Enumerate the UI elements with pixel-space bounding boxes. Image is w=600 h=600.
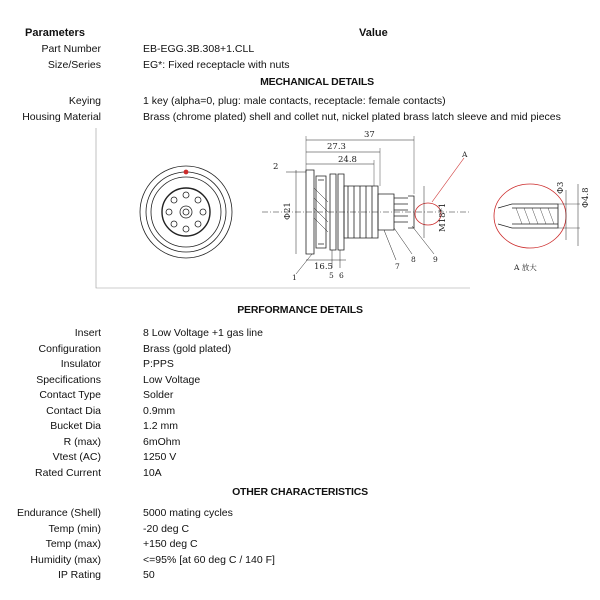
table-row — [0, 357, 600, 372]
table-row — [0, 450, 600, 465]
technical-drawing — [0, 128, 600, 298]
front-view-drawing — [140, 166, 232, 258]
row-label: Configuration — [38, 342, 101, 355]
row-value: 1250 V — [143, 451, 177, 463]
detail-a-caption: A 放大 — [514, 263, 537, 272]
table-row — [0, 537, 600, 552]
row-value: -20 deg C — [143, 522, 190, 535]
table-row — [0, 466, 600, 481]
callout-6: 6 — [339, 271, 344, 280]
row-value: EG*: Fixed receptacle with nuts — [143, 59, 290, 71]
dim-phi4-8: Φ4.8 — [581, 187, 591, 208]
table-row — [0, 58, 600, 73]
row-value: 0.9mm — [143, 404, 176, 417]
row-value: 50 — [143, 569, 155, 581]
row-label: R (max) — [63, 435, 101, 448]
table-row — [0, 342, 600, 357]
section-title-performance: PERFORMANCE DETAILS — [237, 304, 363, 316]
dim-27-3: 27.3 — [327, 142, 346, 152]
row-label: Keying — [68, 95, 101, 107]
row-label: Size/Series — [47, 59, 101, 71]
callout-8: 8 — [411, 255, 416, 264]
table-row — [0, 110, 600, 125]
row-value: 5000 mating cycles — [143, 507, 233, 519]
row-label: Humidity (max) — [30, 553, 101, 566]
dim-phi21: Φ21 — [283, 202, 293, 220]
row-value: Low Voltage — [143, 373, 201, 386]
row-label: Rated Current — [35, 466, 101, 479]
dim-m18: M18*1 — [438, 202, 448, 232]
dim-16-5: 16.5 — [314, 262, 333, 272]
table-row — [0, 326, 600, 341]
row-value: P:PPS — [143, 358, 174, 370]
row-value: 10A — [143, 466, 162, 479]
row-value: <=95% [at 60 deg C / 140 F] — [143, 553, 275, 566]
table-row — [0, 522, 600, 537]
row-label: Insulator — [60, 358, 101, 370]
dim-37: 37 — [364, 130, 375, 140]
row-label: Temp (max) — [45, 538, 101, 550]
callout-9: 9 — [433, 255, 438, 264]
callout-1: 1 — [292, 273, 297, 282]
table-row — [0, 373, 600, 388]
table-row — [0, 553, 600, 568]
row-value: Brass (gold plated) — [143, 342, 232, 355]
callout-5: 5 — [329, 271, 334, 280]
table-row — [0, 388, 600, 403]
dim-phi3: Φ3 — [556, 181, 566, 194]
row-label: Temp (min) — [48, 522, 101, 535]
section-title-mechanical: MECHANICAL DETAILS — [260, 76, 374, 88]
row-value: 6mOhm — [143, 435, 181, 448]
row-value: Solder — [143, 389, 174, 401]
row-label: Vtest (AC) — [52, 451, 101, 463]
row-value: 1 key (alpha=0, plug: male contacts, receptacle: female contacts) — [143, 95, 446, 107]
table-row — [0, 506, 600, 521]
dim-2: 2 — [273, 162, 279, 172]
row-value: 8 Low Voltage +1 gas line — [143, 327, 263, 339]
row-label: Bucket Dia — [50, 420, 101, 432]
section-title-other: OTHER CHARACTERISTICS — [232, 486, 368, 498]
table-row — [0, 568, 600, 583]
table-row — [0, 435, 600, 450]
row-label: Contact Type — [39, 389, 101, 401]
row-label: IP Rating — [58, 569, 101, 581]
row-label: Specifications — [36, 373, 101, 386]
row-label: Part Number — [41, 43, 101, 55]
table-row — [0, 42, 600, 57]
callout-a: A — [462, 150, 468, 159]
table-row — [0, 419, 600, 434]
row-label: Contact Dia — [46, 404, 101, 417]
row-value: 1.2 mm — [143, 420, 179, 432]
callout-7: 7 — [395, 262, 400, 271]
row-label: Insert — [74, 327, 101, 339]
table-row — [0, 94, 600, 109]
row-value: +150 deg C — [143, 538, 198, 550]
value-header: Value — [359, 27, 388, 39]
parameters-header: Parameters — [25, 27, 85, 39]
detail-a-drawing — [494, 181, 580, 248]
row-value: Brass (chrome plated) shell and collet nut, nickel plated brass latch sleeve and mid pieces — [143, 111, 561, 123]
row-value: EB-EGG.3B.308+1.CLL — [143, 43, 255, 55]
row-label: Housing Material — [22, 111, 101, 123]
dim-24-8: 24.8 — [338, 155, 357, 165]
table-row — [0, 404, 600, 419]
row-label: Endurance (Shell) — [16, 507, 101, 519]
